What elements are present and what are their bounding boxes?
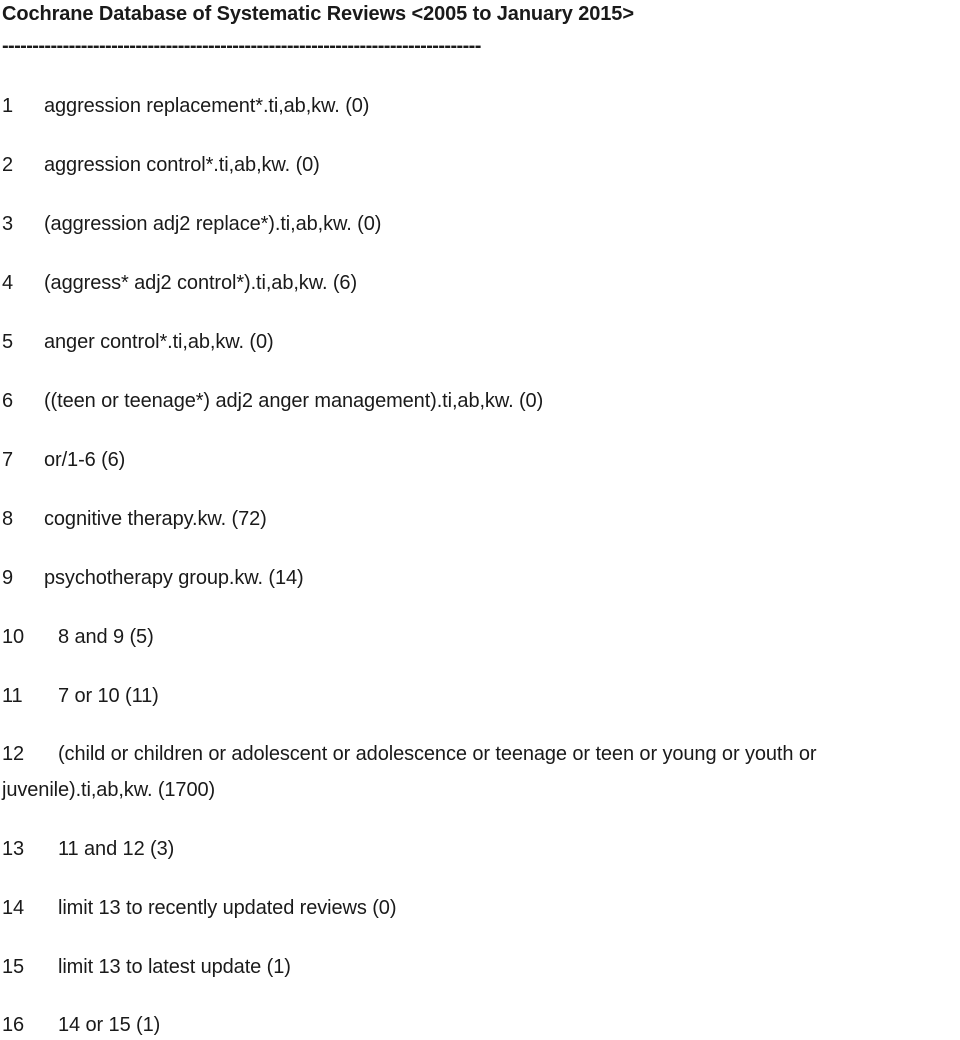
line-number: 14 bbox=[2, 897, 25, 919]
line-text: limit 13 to latest update (1) bbox=[58, 956, 291, 978]
search-line-15 bbox=[2, 954, 291, 980]
line-text: ((teen or teenage*) adj2 anger management).ti,ab,kw. (0) bbox=[44, 390, 544, 412]
line-text: 14 or 15 (1) bbox=[58, 1014, 161, 1036]
line-number: 8 bbox=[2, 508, 14, 530]
document-title: Cochrane Database of Systematic Reviews <2005 to January 2015> bbox=[2, 3, 634, 25]
title-divider: ------------------------------------------------------------------------------- bbox=[2, 35, 481, 57]
line-number: 11 bbox=[2, 685, 23, 707]
search-line-11 bbox=[2, 683, 159, 709]
search-line-10 bbox=[2, 624, 154, 650]
search-line-14 bbox=[2, 895, 396, 921]
search-line-16 bbox=[2, 1012, 160, 1038]
search-line-12 bbox=[2, 741, 816, 767]
line-text: 7 or 10 (11) bbox=[58, 685, 159, 707]
line-number: 6 bbox=[2, 390, 14, 412]
search-line-12-continuation: juvenile).ti,ab,kw. (1700) bbox=[2, 779, 216, 801]
line-text: aggression replacement*.ti,ab,kw. (0) bbox=[44, 95, 370, 117]
line-number: 10 bbox=[2, 626, 25, 648]
line-number: 3 bbox=[2, 213, 14, 235]
search-line-9 bbox=[2, 565, 304, 591]
line-text: psychotherapy group.kw. (14) bbox=[44, 567, 304, 589]
line-number: 15 bbox=[2, 956, 25, 978]
line-text: (aggress* adj2 control*).ti,ab,kw. (6) bbox=[44, 272, 358, 294]
line-text: 8 and 9 (5) bbox=[58, 626, 154, 648]
search-line-13 bbox=[2, 836, 174, 862]
line-text: (child or children or adolescent or adolescence or teenage or teen or young or youth or bbox=[58, 743, 817, 765]
line-text: limit 13 to recently updated reviews (0) bbox=[58, 897, 397, 919]
search-line-4 bbox=[2, 270, 357, 296]
line-number: 13 bbox=[2, 838, 25, 860]
search-line-5 bbox=[2, 329, 274, 355]
line-text: cognitive therapy.kw. (72) bbox=[44, 508, 267, 530]
search-line-7 bbox=[2, 447, 125, 473]
search-line-2 bbox=[2, 152, 320, 178]
line-number: 7 bbox=[2, 449, 14, 471]
search-line-6 bbox=[2, 388, 543, 414]
line-number: 2 bbox=[2, 154, 14, 176]
line-text: 11 and 12 (3) bbox=[58, 838, 175, 860]
line-number: 12 bbox=[2, 743, 25, 765]
line-text: anger control*.ti,ab,kw. (0) bbox=[44, 331, 274, 353]
line-number: 9 bbox=[2, 567, 14, 589]
line-number: 1 bbox=[2, 95, 14, 117]
search-line-1 bbox=[2, 93, 369, 119]
line-number: 4 bbox=[2, 272, 14, 294]
line-text: (aggression adj2 replace*).ti,ab,kw. (0) bbox=[44, 213, 382, 235]
search-line-8 bbox=[2, 506, 267, 532]
search-line-3 bbox=[2, 211, 381, 237]
line-text: aggression control*.ti,ab,kw. (0) bbox=[44, 154, 320, 176]
line-number: 16 bbox=[2, 1014, 25, 1036]
line-number: 5 bbox=[2, 331, 14, 353]
line-text: or/1-6 (6) bbox=[44, 449, 126, 471]
